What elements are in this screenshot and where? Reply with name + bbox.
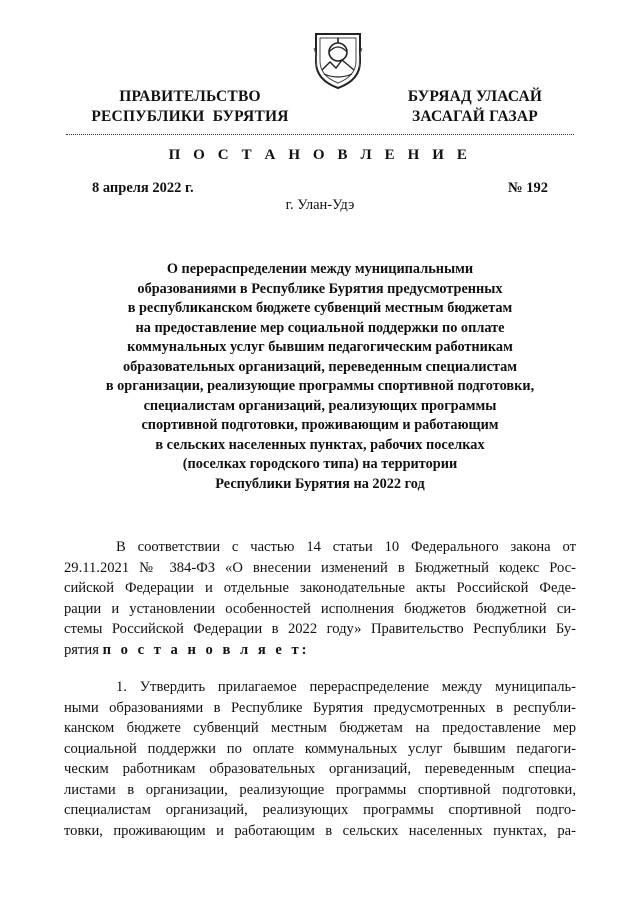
item-1-line: товки, проживающим и работающим в сельских населенных пунктах, ра- [64, 822, 576, 839]
org-left-line: ПРАВИТЕЛЬСТВО [119, 88, 261, 105]
resolves-keyword: п о с т а н о в л я е т: [102, 641, 310, 658]
title-line: образовательных организаций, переведенным специалистам [122, 358, 518, 375]
title-line: на предоставление мер социальной поддержки по оплате [135, 319, 505, 336]
government-name-buryat [380, 87, 570, 127]
item-1-line: 1. Утвердить прилагаемое перераспределение между муниципаль- [116, 679, 576, 695]
preamble-line: сийской Федерации и отдельные законодательные акты Российской Феде- [64, 580, 576, 596]
government-name-russian [70, 87, 310, 127]
preamble-line: 29.11.2021 № 384-ФЗ «О внесении изменений в Бюджетный кодекс Рос- [64, 559, 576, 576]
org-right-line: ЗАСАГАЙ ГАЗАР [412, 108, 538, 125]
item-1-line: канском бюджете субвенций местным бюджетам на предоставление мер [64, 720, 576, 736]
title-line: (поселках городского типа) на территории [182, 456, 458, 472]
header-divider [66, 134, 574, 135]
document-type: П О С Т А Н О В Л Е Н И Е [168, 147, 472, 163]
item-1-line: специалистам организаций, реализующих программы спортивной подго- [64, 802, 576, 818]
title-line: в организации, реализующие программы спортивной подготовки, [105, 378, 535, 394]
title-line: специалистам организаций, реализующих программы [143, 397, 497, 414]
title-line: спортивной подготовки, проживающим и работающим [141, 417, 499, 433]
preamble-last-line [64, 640, 576, 661]
preamble-paragraph [64, 537, 576, 660]
item-1-line: социальной поддержки по оплате коммунальных услуг бывшим педагоги- [64, 740, 576, 757]
item-1-line: ными образованиями в Республике Бурятия предусмотренных в республи- [64, 699, 576, 716]
preamble-line: стемы Российской Федерации в 2022 году» Правительство Республики Бу- [64, 621, 576, 637]
title-line: образованиями в Республике Бурятия предусмотренных [137, 280, 503, 297]
title-line: в республиканском бюджете субвенций местным бюджетам [127, 300, 513, 316]
org-left-line: РЕСПУБЛИКИ БУРЯТИЯ [91, 108, 289, 125]
title-line: Республики Бурятия на 2022 год [215, 475, 425, 492]
document-city: г. Улан-Удэ [285, 197, 355, 213]
title-line: О перераспределении между муниципальными [166, 261, 474, 277]
org-right-line: БУРЯАД УЛАСАЙ [407, 88, 543, 105]
preamble-last-prefix: рятия [64, 641, 103, 658]
document-title [60, 260, 580, 494]
document-date: 8 апреля 2022 г. [92, 180, 194, 196]
buryatia-coat-of-arms-icon [312, 28, 364, 90]
preamble-line: В соответствии с частью 14 статьи 10 Федерального закона от [116, 539, 576, 555]
item-1-line: ческим работникам образовательных организаций, переведенным специа- [64, 761, 576, 777]
preamble-line: рации и установлении особенностей исполнения бюджетов бюджетной си- [64, 600, 576, 617]
item-1-line: листами в организации, реализующие программы спортивной подготовки, [64, 781, 576, 798]
document-number: № 192 [508, 180, 548, 196]
item-1-paragraph [64, 677, 576, 841]
title-line: коммунальных услуг бывшим педагогическим работникам [127, 339, 513, 355]
title-line: в сельских населенных пунктах, рабочих поселках [155, 436, 485, 453]
